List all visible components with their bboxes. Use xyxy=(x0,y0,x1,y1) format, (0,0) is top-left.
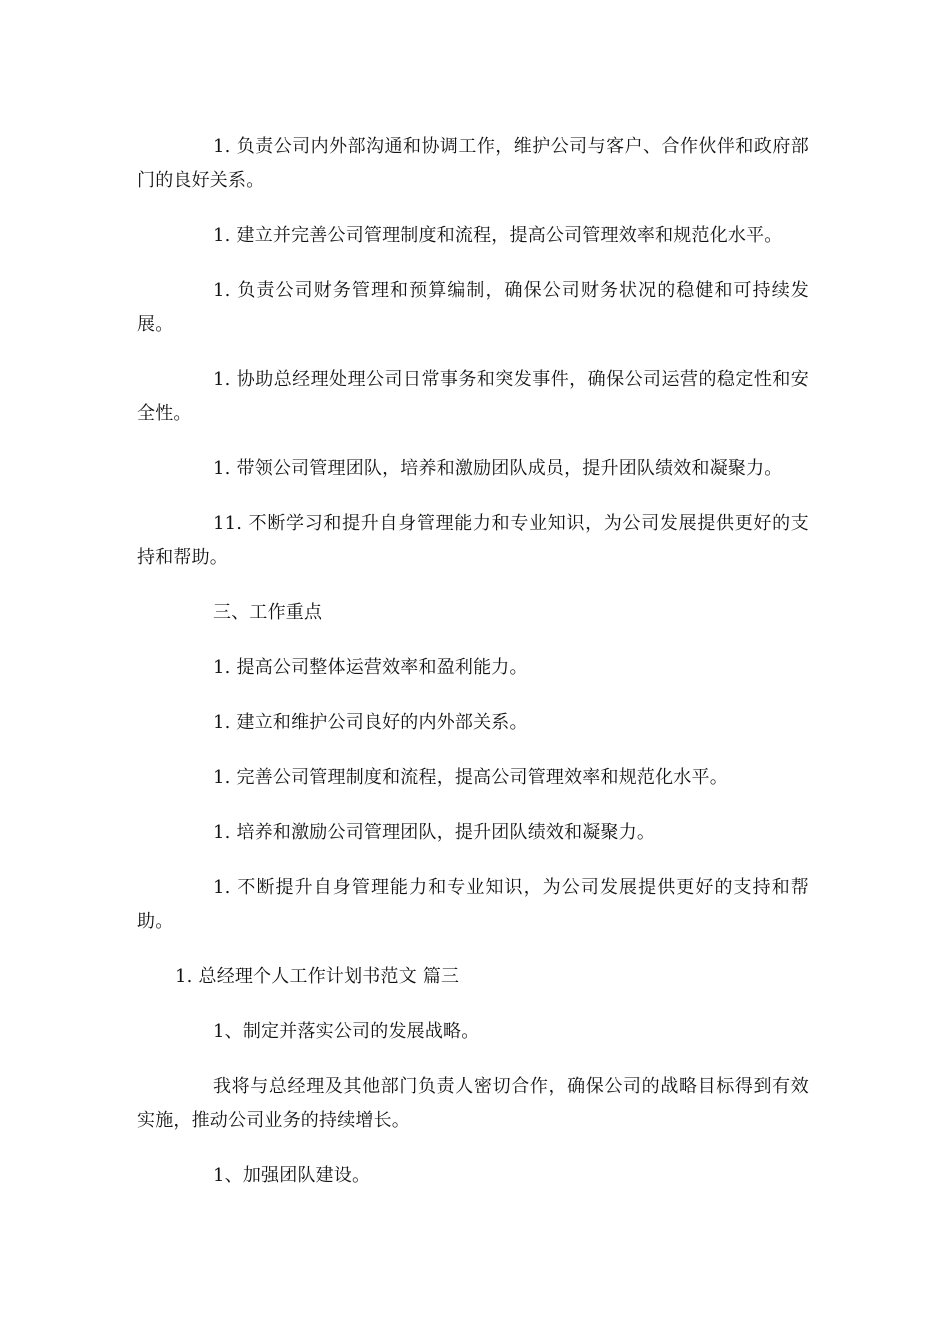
section-title-part-three: 1. 总经理个人工作计划书范文 篇三 xyxy=(175,966,460,987)
paragraph-improve-system: 1. 完善公司管理制度和流程，提高公司管理效率和规范化水平。 xyxy=(213,767,728,788)
paragraph-team-lead: 1. 带领公司管理团队，培养和激励团队成员，提升团队绩效和凝聚力。 xyxy=(213,458,783,479)
paragraph-self-learning: 11. 不断学习和提升自身管理能力和专业知识，为公司发展提供更好的支持和帮助。 xyxy=(137,513,809,568)
paragraph-improve-self: 1. 不断提升自身管理能力和专业知识，为公司发展提供更好的支持和帮助。 xyxy=(137,877,809,932)
paragraph-strategy: 1、制定并落实公司的发展战略。 xyxy=(213,1021,480,1042)
section-heading-work-focus: 三、工作重点 xyxy=(213,602,323,623)
paragraph-management-system: 1. 建立并完善公司管理制度和流程，提高公司管理效率和规范化水平。 xyxy=(213,225,783,246)
paragraph-finance: 1. 负责公司财务管理和预算编制，确保公司财务状况的稳健和可持续发展。 xyxy=(137,280,809,335)
paragraph-relations: 1. 建立和维护公司良好的内外部关系。 xyxy=(213,712,528,733)
paragraph-strategy-detail: 我将与总经理及其他部门负责人密切合作，确保公司的战略目标得到有效实施，推动公司业务的持续增长。 xyxy=(137,1076,809,1131)
document-body xyxy=(137,130,809,1214)
paragraph-team-building: 1、加强团队建设。 xyxy=(213,1165,371,1186)
paragraph-efficiency: 1. 提高公司整体运营效率和盈利能力。 xyxy=(213,657,528,678)
paragraph-communication: 1. 负责公司内外部沟通和协调工作，维护公司与客户、合作伙伴和政府部门的良好关系。 xyxy=(137,136,809,191)
paragraph-train-team: 1. 培养和激励公司管理团队，提升团队绩效和凝聚力。 xyxy=(213,822,656,843)
paragraph-daily-affairs: 1. 协助总经理处理公司日常事务和突发事件，确保公司运营的稳定性和安全性。 xyxy=(137,369,809,424)
